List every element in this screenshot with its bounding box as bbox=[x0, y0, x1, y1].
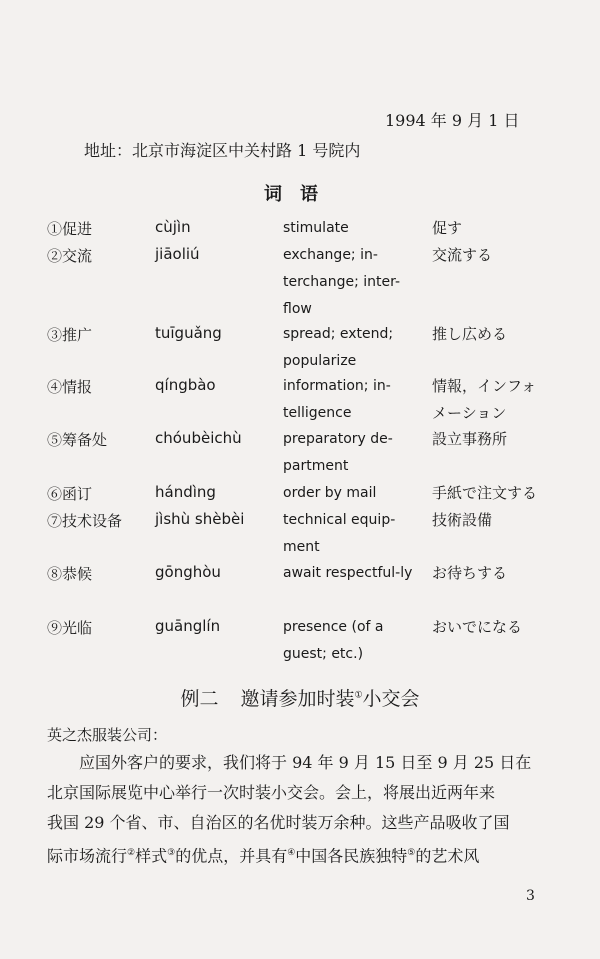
vocab-japanese: おいでになる bbox=[432, 618, 523, 636]
vocab-japanese: 情報，インフォ メーション bbox=[432, 377, 537, 422]
body-segment: 中国各民族独特 bbox=[295, 846, 408, 866]
body-segment: 的艺术风 bbox=[415, 846, 480, 866]
vocab-english: await respectful-ly bbox=[283, 565, 413, 581]
vocab-pinyin: qíngbào bbox=[155, 376, 216, 394]
footnote-marker: ④ bbox=[287, 848, 296, 858]
footnote-marker: ③ bbox=[167, 848, 176, 858]
vocab-english: technical equip-ment bbox=[283, 512, 396, 555]
vocab-term: ④情报 bbox=[47, 378, 93, 396]
vocab-english: information; in-telligence bbox=[283, 378, 391, 421]
vocab-term: ⑤筹备处 bbox=[47, 431, 108, 449]
vocab-pinyin: hándìng bbox=[155, 483, 216, 501]
vocab-japanese: 促す bbox=[432, 219, 463, 237]
vocab-pinyin: guānglín bbox=[155, 617, 221, 635]
vocab-english: preparatory de-partment bbox=[283, 431, 393, 474]
vocab-pinyin: jìshù shèbèi bbox=[155, 510, 245, 528]
example-title-text: 邀请参加时装 bbox=[240, 688, 355, 710]
vocab-term: ⑧恭候 bbox=[47, 565, 93, 583]
example-title bbox=[0, 684, 600, 711]
body-segment: 际市场流行 bbox=[47, 846, 128, 866]
vocab-term: ②交流 bbox=[47, 247, 93, 265]
body-segment: 的优点，并具有 bbox=[175, 846, 288, 866]
vocab-term: ③推广 bbox=[47, 326, 93, 344]
vocab-pinyin: jiāoliú bbox=[155, 245, 200, 263]
page-number: 3 bbox=[526, 888, 535, 904]
body-line: 应国外客户的要求，我们将于 94 年 9 月 15 日至 9 月 25 日在 bbox=[79, 753, 532, 772]
footnote-marker: ② bbox=[127, 848, 136, 858]
vocab-term: ⑥函订 bbox=[47, 485, 93, 503]
body-line bbox=[47, 838, 557, 871]
vocab-japanese: 推し広める bbox=[432, 325, 508, 343]
footnote-marker: ⑤ bbox=[407, 848, 416, 858]
letter-date: 1994 年 9 月 1 日 bbox=[385, 111, 520, 130]
vocab-japanese: 技術設備 bbox=[432, 511, 493, 529]
vocab-term: ⑦技术设备 bbox=[47, 512, 123, 530]
vocab-title: 词语 bbox=[264, 184, 336, 205]
vocab-japanese: 手紙で注文する bbox=[432, 484, 538, 502]
vocab-japanese: 設立事務所 bbox=[432, 430, 508, 448]
vocab-pinyin: chóubèichù bbox=[155, 429, 242, 447]
body-segment: 样式 bbox=[135, 846, 168, 866]
vocab-english: stimulate bbox=[283, 220, 349, 236]
vocab-japanese: お待ちする bbox=[432, 564, 508, 582]
vocab-english: order by mail bbox=[283, 485, 377, 501]
vocab-pinyin: gōnghòu bbox=[155, 563, 221, 581]
vocab-english: spread; extend; popularize bbox=[283, 326, 394, 369]
body-line: 北京国际展览中心举行一次时装小交会。会上，将展出近两年来 bbox=[47, 783, 496, 802]
vocab-term: ①促进 bbox=[47, 220, 93, 238]
letter-address: 地址：北京市海淀区中关村路 1 号院内 bbox=[84, 141, 361, 160]
footnote-marker: ① bbox=[354, 690, 363, 701]
vocab-english: exchange; in-terchange; inter-flow bbox=[283, 247, 401, 317]
vocab-pinyin: tuīguǎng bbox=[155, 324, 222, 342]
body-line: 我国 29 个省、市、自治区的名优时装万余种。这些产品吸收了国 bbox=[47, 813, 510, 832]
example-label: 例二 bbox=[180, 688, 219, 710]
vocab-english: presence (of a guest; etc.) bbox=[283, 619, 384, 662]
letter-body bbox=[47, 748, 557, 871]
letter-salutation: 英之杰服装公司： bbox=[47, 726, 168, 744]
example-title-text-end: 小交会 bbox=[362, 688, 420, 710]
vocab-pinyin: cùjìn bbox=[155, 218, 191, 236]
vocab-term: ⑨光临 bbox=[47, 619, 93, 637]
vocab-japanese: 交流する bbox=[432, 246, 493, 264]
